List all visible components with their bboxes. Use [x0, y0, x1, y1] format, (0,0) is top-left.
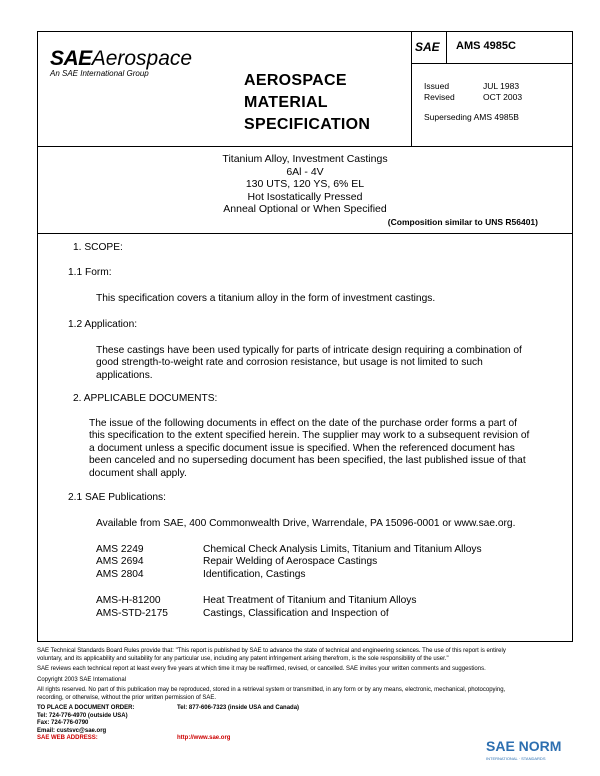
section-1-1-heading: 1.1 Form:	[68, 267, 112, 278]
reference-title: Chemical Check Analysis Limits, Titanium and Titanium Alloys	[203, 544, 482, 555]
reference-code: AMS 2249	[96, 544, 144, 555]
section-1-2-line: good strength-to-weight rate and corrosion resistance, but usage is not limited to such	[96, 357, 483, 369]
page-title	[244, 70, 370, 136]
issued-label: Issued	[424, 81, 450, 91]
sae-norm-watermark	[486, 738, 596, 761]
reference-code: AMS-STD-2175	[96, 607, 168, 619]
revised-value: OCT 2003	[483, 92, 523, 102]
sae-aerospace-logo	[50, 47, 192, 71]
issued-value: JUL 1983	[483, 81, 520, 91]
reference-row	[96, 556, 556, 568]
reference-title: Repair Welding of Aerospace Castings	[203, 556, 378, 568]
reference-list	[96, 544, 556, 620]
material-title-4: Hot Isostatically Pressed	[247, 190, 363, 203]
composition-note	[388, 217, 538, 227]
header-divider	[37, 146, 573, 147]
section-2-line: The issue of the following documents in effect on the date of the purchase order forms a part of	[89, 418, 517, 429]
order-row	[37, 705, 573, 713]
footer-rights-1: All rights reserved. No part of this publication may be reproduced, stored in a retrieval system or transmitted, in any form or by any means, electronic, mechanical, photocopying,	[37, 687, 506, 694]
material-title-1: Titanium Alloy, Investment Castings	[222, 153, 388, 165]
section-1-2-text	[96, 345, 522, 382]
section-2-line: document shall apply.	[89, 467, 187, 479]
section-1-2-heading: 1.2 Application:	[68, 319, 138, 330]
reference-title: Heat Treatment of Titanium and Titanium Alloys	[203, 595, 417, 607]
reference-title: Castings, Classification and Inspection of	[203, 607, 389, 619]
order-tel-2: Tel: 724-776-4970 (outside USA)	[37, 712, 128, 719]
mini-sae-logo: SAE	[415, 40, 440, 54]
header-row-divider	[411, 63, 573, 64]
reference-title: Identification, Castings	[203, 568, 306, 580]
sae-availability: Available from SAE, 400 Commonwealth Drive, Warrendale, PA 15096-0001 or www.sae.org.	[96, 518, 516, 529]
header-col-divider-2	[446, 31, 447, 63]
footer	[37, 648, 573, 743]
logo-sae-text: SAE	[50, 47, 92, 70]
reference-row	[96, 595, 556, 607]
logo-tagline: An SAE International Group	[50, 69, 149, 78]
section-1-2-line: These castings have been used typically for parts of intricate design requiring a combination of	[96, 345, 522, 356]
composition-uns: UNS R56401)	[485, 217, 538, 227]
material-title-5: Anneal Optional or When Specified	[223, 203, 387, 216]
title-line-1: AEROSPACE	[244, 72, 347, 89]
section-2-heading: 2. APPLICABLE DOCUMENTS:	[73, 393, 218, 404]
reference-row	[96, 608, 556, 620]
material-title-3: 130 UTS, 120 YS, 6% EL	[245, 178, 365, 191]
sae-norm-text: SAE NORM	[486, 738, 562, 754]
section-2-text	[89, 418, 529, 480]
reference-row	[96, 544, 556, 556]
section-2-1-heading: 2.1 SAE Publications:	[68, 492, 166, 503]
logo-aerospace-text: Aerospace	[91, 47, 193, 70]
footer-rules-2: voluntary, and its applicability and suitability for any particular use, including any patent infringement arising therefrom, is the sole responsibility of the user."	[37, 655, 449, 662]
doc-number: AMS 4985C	[456, 40, 516, 52]
footer-copyright: Copyright 2003 SAE International	[37, 676, 127, 683]
section-1-2-line: applications.	[96, 369, 153, 381]
material-title-2: 6Al - 4V	[286, 165, 324, 178]
order-label: TO PLACE A DOCUMENT ORDER:	[37, 704, 135, 711]
reference-code: AMS-H-81200	[96, 595, 161, 607]
order-email: Email: custsvc@sae.org	[37, 727, 107, 734]
revised-label: Revised	[424, 92, 455, 102]
order-fax: Fax: 724-776-0790	[37, 720, 89, 727]
section-1-heading: 1. SCOPE:	[73, 242, 123, 253]
footer-review: SAE reviews each technical report at least every five years at which time it may be reaffirmed, revised, or cancelled. SAE invites your written comments and suggestions.	[37, 666, 486, 673]
web-url[interactable]: http://www.sae.org	[177, 735, 231, 742]
order-tel: Tel: 877-606-7323 (inside USA and Canada)	[177, 704, 300, 711]
section-2-line: this specification to the extent specified herein. The supplier may work to a subsequent revision of	[89, 430, 530, 442]
supersedes: Superseding AMS 4985B	[424, 112, 519, 122]
section-1-1-text: This specification covers a titanium alloy in the form of investment castings.	[96, 293, 436, 304]
material-title-block	[37, 153, 573, 216]
composition-prefix: (Composition similar to	[387, 217, 483, 227]
reference-code: AMS 2804	[96, 568, 144, 580]
footer-rights-2: recording, or otherwise, without the prior written permission of SAE.	[37, 694, 217, 701]
footer-rules-1: SAE Technical Standards Board Rules provide that: "This report is published by SAE to advance the state of technical and engineering sciences. The use of this report is entirely	[37, 648, 506, 654]
title-line-3: SPECIFICATION	[244, 116, 371, 133]
sae-norm-subtext: INTERNATIONAL · STANDARDS	[486, 756, 546, 761]
header-col-divider-1	[411, 31, 412, 146]
reference-row	[96, 569, 556, 581]
section-2-line: a document unless a specific document issue is specified. When the referenced document has	[89, 442, 515, 454]
section-2-line: been canceled and no superseding document has been specified, the last published issue of that	[89, 455, 526, 467]
title-line-2: MATERIAL	[244, 94, 328, 111]
reference-code: AMS 2694	[96, 556, 144, 568]
web-label: SAE WEB ADDRESS:	[37, 735, 98, 742]
title-divider	[37, 233, 573, 234]
